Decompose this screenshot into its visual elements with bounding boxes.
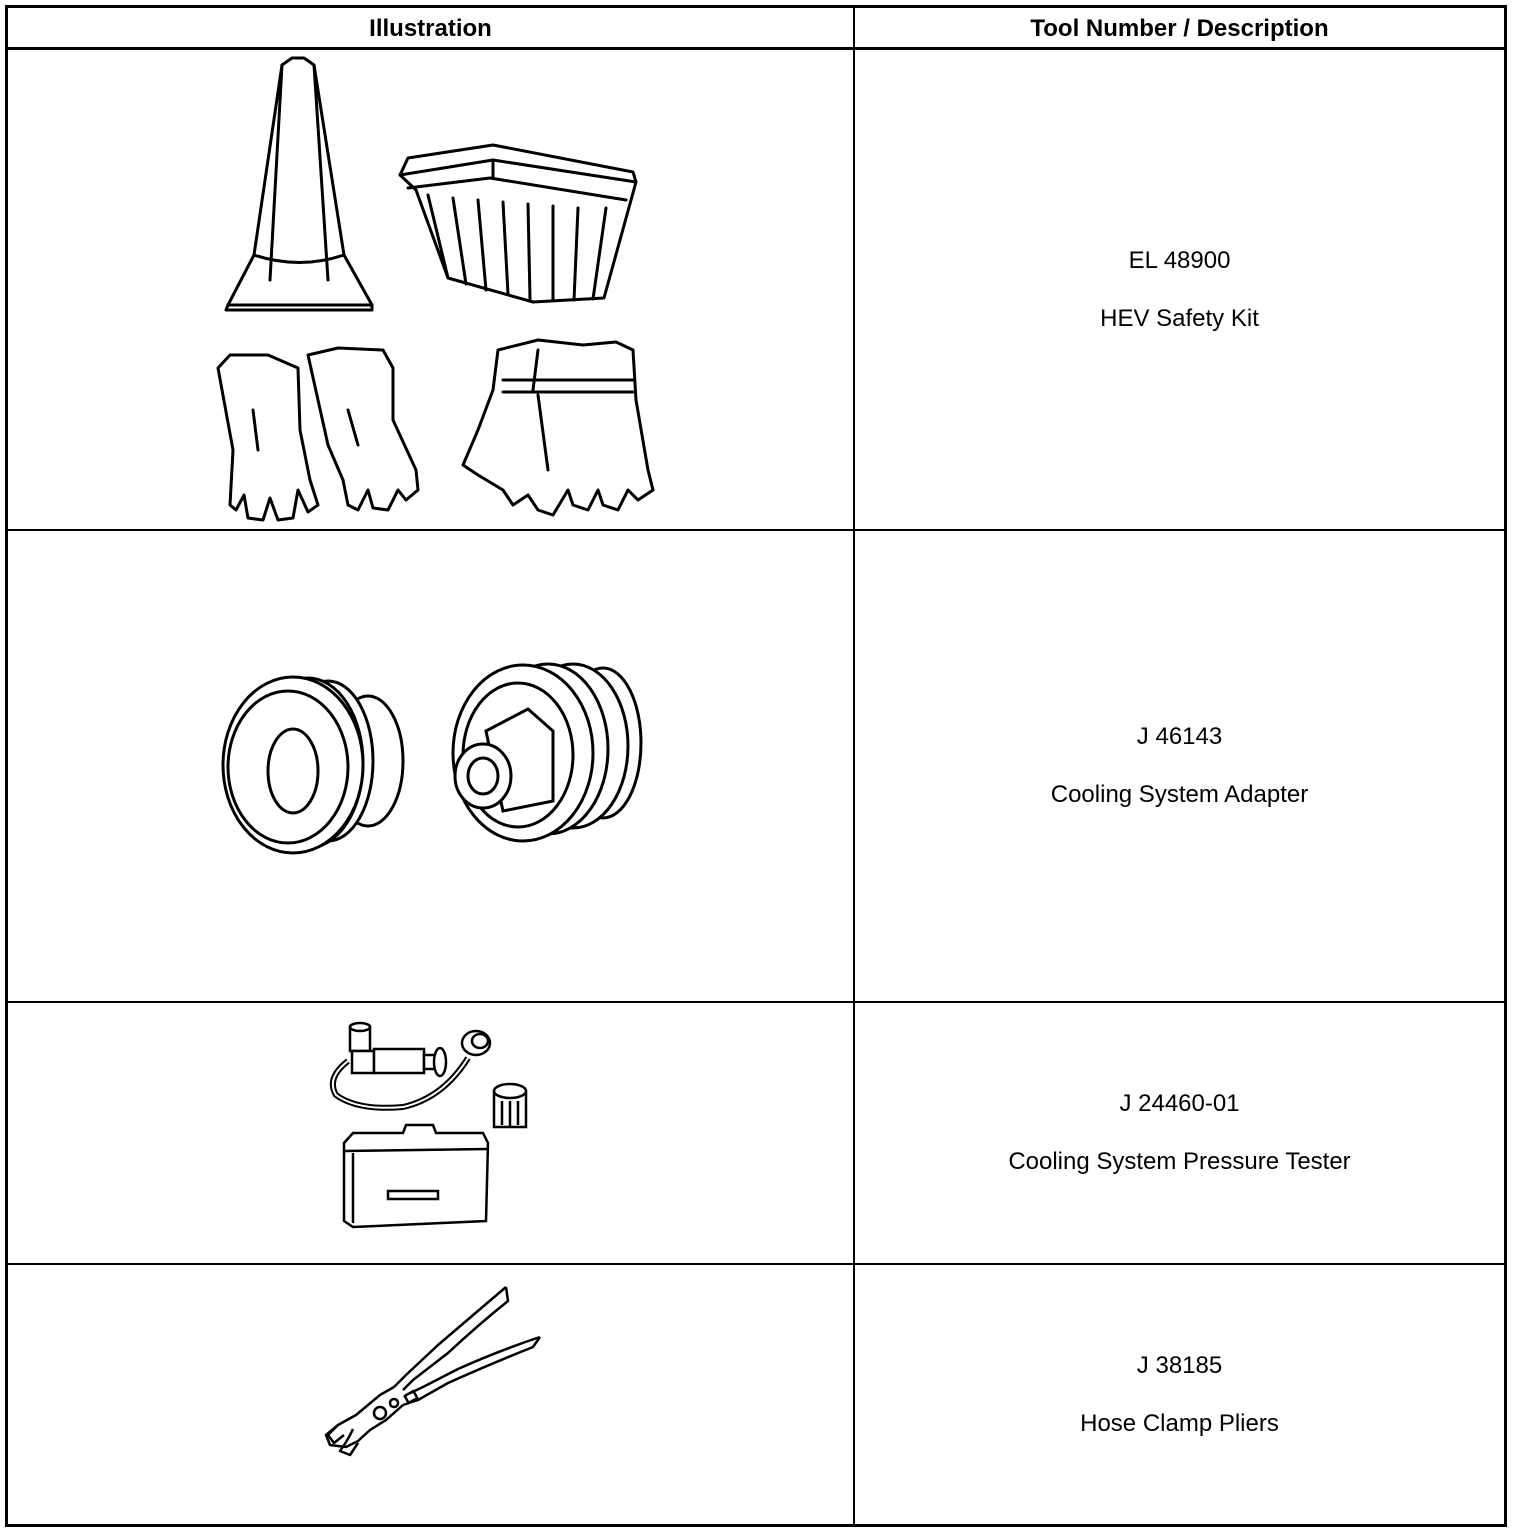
pressure-tester-icon xyxy=(8,1003,853,1263)
hose-clamp-pliers-icon xyxy=(8,1265,853,1524)
special-tools-table xyxy=(5,5,1507,1527)
description-cell xyxy=(855,50,1504,529)
tool-number: J 24460-01 xyxy=(1119,1090,1240,1117)
header-illustration: Illustration xyxy=(369,15,492,42)
cooling-adapter-icon xyxy=(8,531,853,1001)
illustration-cell xyxy=(8,1003,853,1263)
description-cell xyxy=(855,1265,1504,1524)
table-row xyxy=(8,1265,1504,1524)
header-tool-description: Tool Number / Description xyxy=(1030,15,1329,42)
illustration-cell xyxy=(8,531,853,1001)
safety-kit-icon xyxy=(8,50,853,529)
description-cell xyxy=(855,1003,1504,1263)
illustration-cell xyxy=(8,1265,853,1524)
table-row xyxy=(8,1003,1504,1265)
tool-description: HEV Safety Kit xyxy=(1100,304,1259,332)
tool-number: J 46143 xyxy=(1136,723,1223,750)
table-row xyxy=(8,50,1504,531)
column-divider xyxy=(853,8,855,1524)
tool-description: Cooling System Pressure Tester xyxy=(1008,1148,1351,1175)
tool-number: EL 48900 xyxy=(1128,246,1231,274)
tool-description: Hose Clamp Pliers xyxy=(1080,1409,1279,1437)
table-row xyxy=(8,531,1504,1003)
tool-number: J 38185 xyxy=(1136,1351,1223,1379)
illustration-cell xyxy=(8,50,853,529)
table-header xyxy=(8,8,1504,50)
description-cell xyxy=(855,531,1504,1001)
tool-description: Cooling System Adapter xyxy=(1050,781,1309,808)
